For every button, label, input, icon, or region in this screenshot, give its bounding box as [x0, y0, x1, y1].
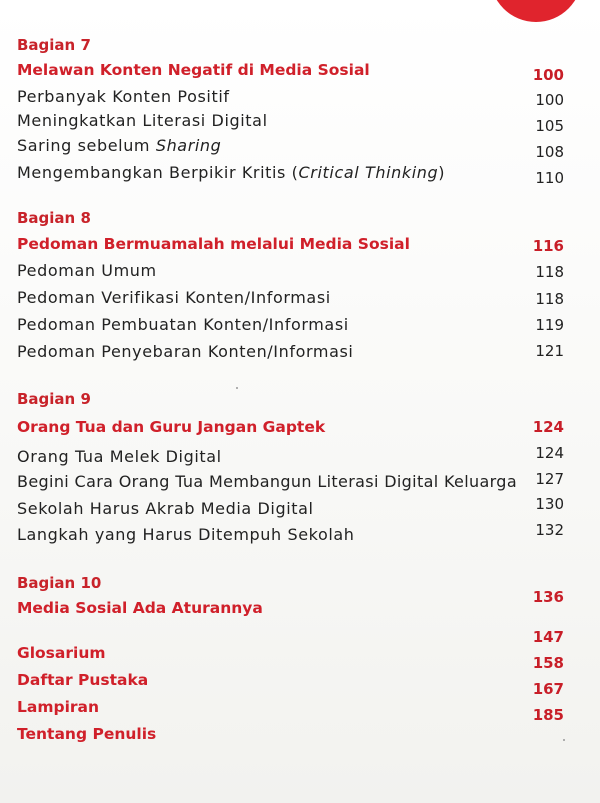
toc-entry-pedoman-verifikasi[interactable]: Pedoman Verifikasi Konten/Informasi	[17, 288, 331, 307]
back-matter-glosarium[interactable]: Glosarium	[17, 644, 106, 662]
toc-entry-orang-tua-melek-digital[interactable]: Orang Tua Melek Digital	[17, 447, 222, 466]
red-corner-decoration	[490, 0, 582, 22]
toc-entry-italic-text: Critical Thinking	[298, 163, 439, 182]
toc-entry-begini-cara-orang-tua[interactable]: Begini Cara Orang Tua Membangun Literasi Digital Keluarga	[17, 472, 517, 491]
toc-entry-page: 127	[535, 470, 564, 488]
chapter-page-bagian-7: 100	[532, 66, 564, 84]
toc-entry-berpikir-kritis[interactable]	[17, 165, 445, 181]
toc-entry-text: Saring sebelum	[17, 136, 156, 155]
chapter-title-bagian-9[interactable]: Orang Tua dan Guru Jangan Gaptek	[17, 418, 326, 436]
toc-entry-page: 130	[535, 495, 564, 513]
toc-entry-page: 118	[535, 263, 564, 281]
paper-speck	[236, 387, 238, 389]
toc-entry-page: 119	[535, 316, 564, 334]
toc-entry-page: 108	[535, 143, 564, 161]
toc-entry-page: 132	[535, 521, 564, 539]
toc-entry-text: Mengembangkan Berpikir Kritis (	[17, 163, 299, 182]
toc-entry-page: 118	[535, 290, 564, 308]
toc-entry-pedoman-penyebaran[interactable]: Pedoman Penyebaran Konten/Informasi	[17, 342, 354, 361]
toc-entry-page: 100	[535, 91, 564, 109]
back-matter-page-tentang-penulis: 185	[532, 706, 564, 724]
back-matter-lampiran[interactable]: Lampiran	[17, 698, 100, 716]
toc-entry-saring-sebelum-sharing[interactable]	[17, 138, 221, 154]
back-matter-page-lampiran: 167	[532, 680, 564, 698]
chapter-title-bagian-7[interactable]: Melawan Konten Negatif di Media Sosial	[17, 61, 370, 79]
chapter-page-bagian-9: 124	[532, 418, 564, 436]
back-matter-tentang-penulis[interactable]: Tentang Penulis	[17, 725, 157, 743]
chapter-page-bagian-8: 116	[532, 237, 564, 255]
chapter-page-bagian-10: 136	[532, 588, 564, 606]
toc-entry-page: 110	[535, 169, 564, 187]
toc-entry-page: 121	[535, 342, 564, 360]
toc-entry-italic-text: Sharing	[155, 136, 222, 155]
section-label-bagian-7: Bagian 7	[17, 36, 91, 54]
toc-entry-page: 124	[535, 444, 564, 462]
chapter-title-bagian-8[interactable]: Pedoman Bermuamalah melalui Media Sosial	[17, 235, 410, 253]
chapter-title-bagian-10[interactable]: Media Sosial Ada Aturannya	[17, 599, 263, 617]
paper-speck	[563, 739, 565, 741]
section-label-bagian-10: Bagian 10	[17, 574, 102, 592]
section-label-bagian-8: Bagian 8	[17, 209, 91, 227]
toc-entry-langkah-sekolah[interactable]: Langkah yang Harus Ditempuh Sekolah	[17, 525, 355, 544]
toc-entry-pedoman-umum[interactable]: Pedoman Umum	[17, 261, 157, 280]
back-matter-page-daftar-pustaka: 158	[532, 654, 564, 672]
back-matter-page-glosarium: 147	[532, 628, 564, 646]
toc-entry-sekolah-akrab-media-digital[interactable]: Sekolah Harus Akrab Media Digital	[17, 499, 314, 518]
toc-entry-page: 105	[535, 117, 564, 135]
toc-entry-meningkatkan-literasi-digital[interactable]: Meningkatkan Literasi Digital	[17, 111, 268, 130]
back-matter-daftar-pustaka[interactable]: Daftar Pustaka	[17, 671, 149, 689]
section-label-bagian-9: Bagian 9	[17, 390, 91, 408]
toc-entry-perbanyak-konten-positif[interactable]: Perbanyak Konten Positif	[17, 87, 230, 106]
toc-entry-pedoman-pembuatan[interactable]: Pedoman Pembuatan Konten/Informasi	[17, 315, 349, 334]
toc-entry-text: )	[438, 163, 446, 182]
